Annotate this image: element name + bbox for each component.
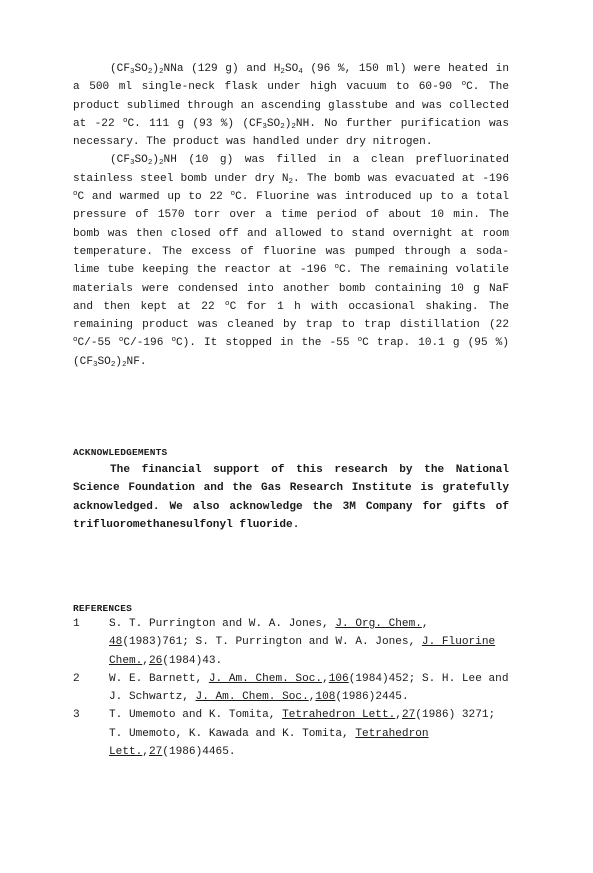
reference-item xyxy=(73,670,513,707)
acknowledgements-section xyxy=(73,461,509,534)
references-list xyxy=(73,615,513,761)
reference-text: S. T. Purrington and W. A. Jones, J. Org. Chem., 48(1983)761; S. T. Purrington and W. A. Jones, J. Fluorine Chem.,26(1984)43. xyxy=(109,618,496,667)
experimental-paragraph-2: $(CF_3SO_2)_2NH$ (10 g) was filled in a clean prefluorinated stainless steel bomb under dry $N_2$. The bomb was evacuated at -196 $^o$C and warmed up to 22 $^o$C. Fluorine was introduced up to a total pressure of 1570 torr over a time period of about 10 min. The bomb was then closed off and allowed to stand overnight at room temperature. The excess of fluorine was pumped through a soda-lime tube keeping the reactor at -196 $^o$C. The remaining volatile materials were condensed into another bomb containing 10 g NaF and then kept at 22 $^o$C for 1 h with occasional shaking. The remaining product was cleaned by trap to trap distillation (22 $^o$C/-55 $^o$C/-196 $^o$C). It stopped in the -55 $^o$C trap. 10.1 g (95 %) $(CF_3SO_2)_2NF$. xyxy=(73,154,510,369)
reference-number: 3 xyxy=(73,709,80,722)
reference-text: T. Umemoto and K. Tomita, Tetrahedron Lett.,27(1986) 3271; T. Umemoto, K. Kawada and K. Tomita, Tetrahedron Lett.,27(1986)4465. xyxy=(109,709,496,759)
reference-number: 2 xyxy=(73,672,80,685)
acknowledgements-text: The financial support of this research by the National Science Foundation and the Gas Research Institute is gratefully acknowledged. We also acknowledge the 3M Company for gifts of trifluoromethanesulfonyl fluoride. xyxy=(73,464,509,531)
reference-item xyxy=(73,706,513,761)
experimental-section xyxy=(73,60,509,371)
acknowledgements-heading: ACKNOWLEDGEMENTS xyxy=(73,447,168,458)
reference-item xyxy=(73,615,513,670)
experimental-paragraph-1: $(CF_3SO_2)_2NNa$ (129 g) and $H_2SO_4$ (96 %, 150 ml) were heated in a 500 ml single-neck flask under high vacuum to 60-90 $^o$C. The product sublimed through an ascending glasstube and was collected at -22 $^o$C. 111 g (93 %) $(CF_3SO_2)_2NH$. No further purification was necessary. The product was handled under dry nitrogen. xyxy=(73,63,509,149)
reference-text: W. E. Barnett, J. Am. Chem. Soc.,106(1984)452; S. H. Lee and J. Schwartz, J. Am. Chem. Soc.,108(1986)2445. xyxy=(109,672,509,704)
references-heading: REFERENCES xyxy=(73,603,133,614)
reference-number: 1 xyxy=(73,618,80,630)
